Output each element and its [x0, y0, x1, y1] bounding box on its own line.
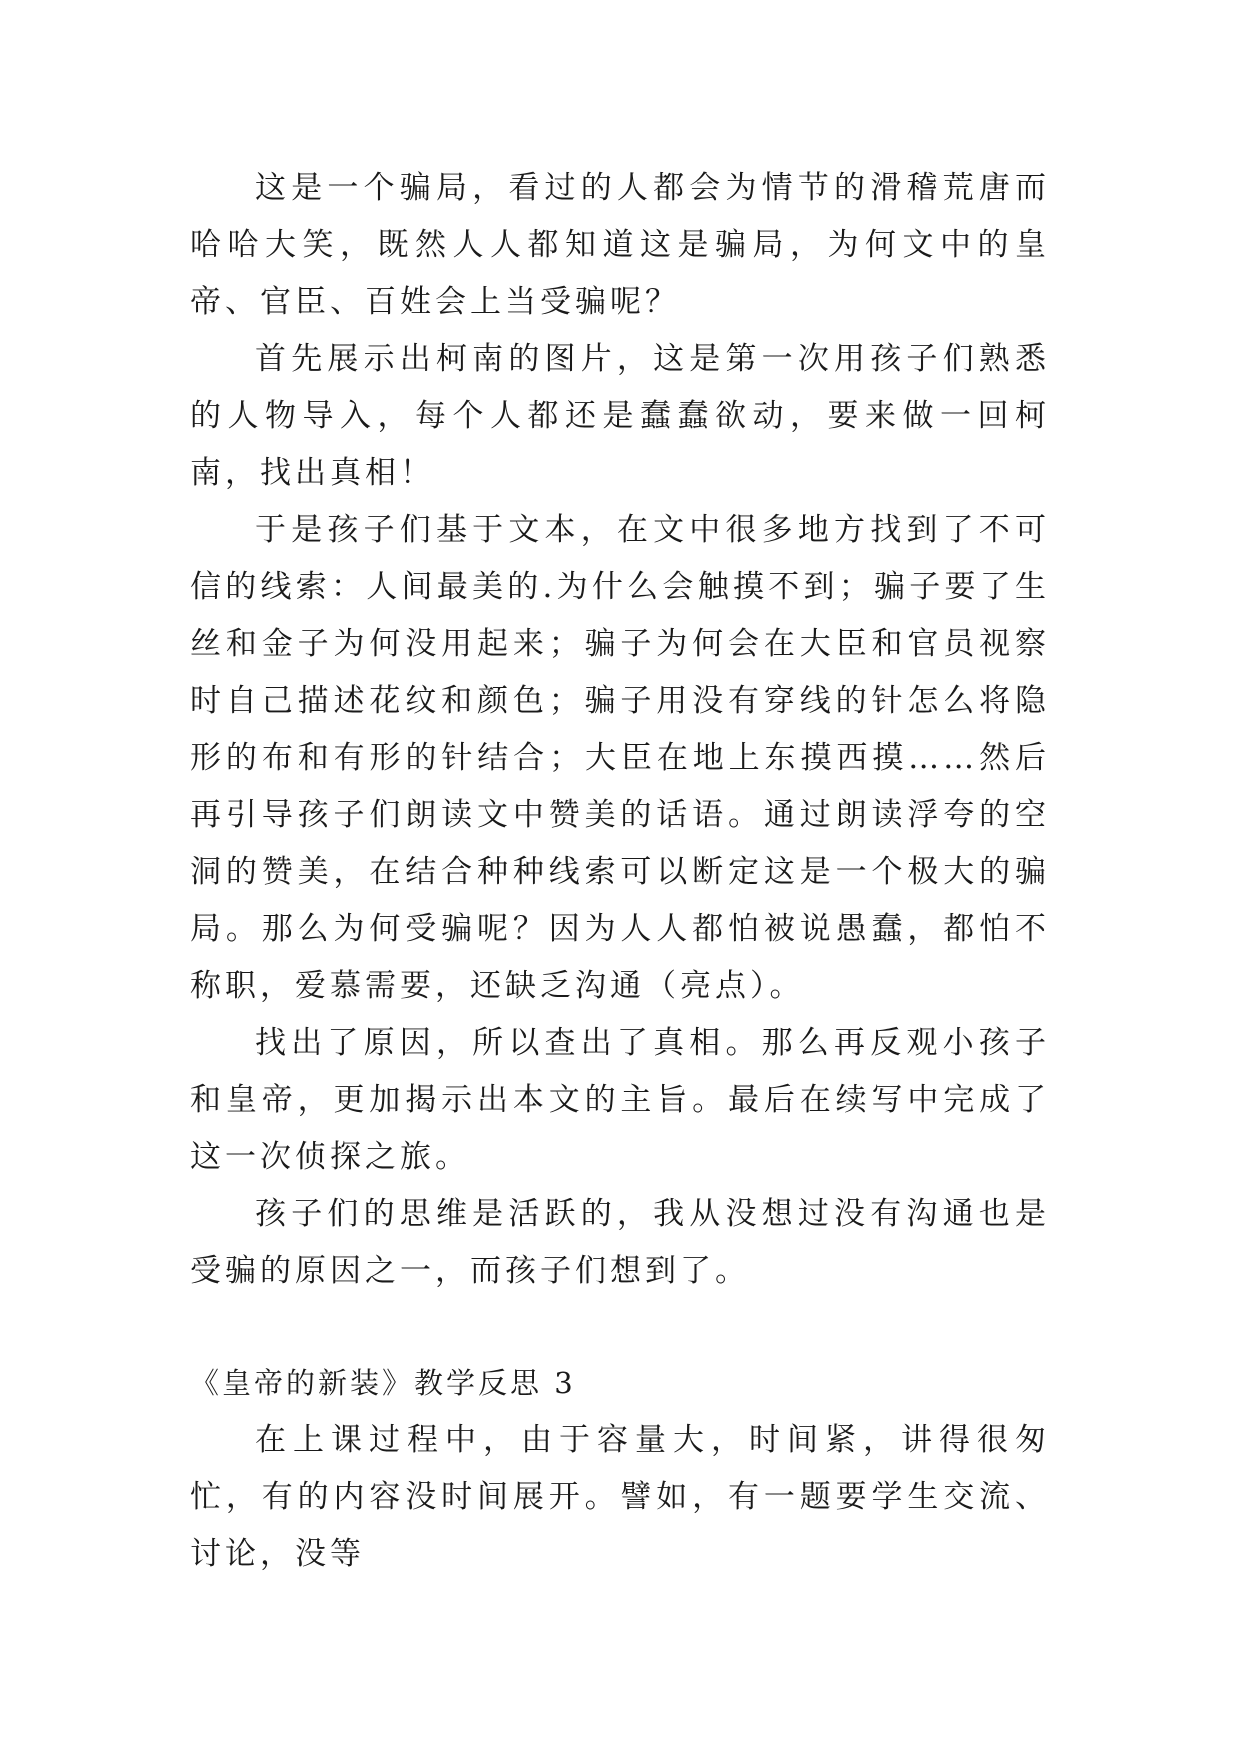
paragraph-conan-intro: 首先展示出柯南的图片，这是第一次用孩子们熟悉的人物导入，每个人都还是蠢蠢欲动，要来做一回柯南，找出真相！: [190, 341, 1050, 491]
paragraph-clues: 于是孩子们基于文本，在文中很多地方找到了不可信的线索：人间最美的.为什么会触摸不到；骗子要了生丝和金子为何没用起来；骗子为何会在大臣和官员视察时自己描述花纹和颜色；骗子用没有穿线的针怎么将隐形的布和有形的针结合；大臣在地上东摸西摸……然后再引导孩子们朗读文中赞美的话语。通过朗读浮夸的空洞的赞美，在结合种种线索可以断定这是一个极大的骗局。那么为何受骗呢？因为人人都怕被说愚蠢，都怕不称职，爱慕需要，还缺乏沟通（亮点）。: [190, 512, 1050, 1004]
paragraph-lesson-time: 在上课过程中，由于容量大，时间紧，讲得很匆忙，有的内容没时间展开。譬如，有一题要学生交流、讨论，没等: [190, 1422, 1050, 1572]
paragraph-reflection: 孩子们的思维是活跃的，我从没想过没有沟通也是受骗的原因之一，而孩子们想到了。: [190, 1196, 1050, 1289]
paragraph-truth: 找出了原因，所以查出了真相。那么再反观小孩子和皇帝，更加揭示出本文的主旨。最后在续写中完成了这一次侦探之旅。: [190, 1025, 1050, 1175]
paragraph-scam-question: 这是一个骗局，看过的人都会为情节的滑稽荒唐而哈哈大笑，既然人人都知道这是骗局，为何文中的皇帝、官臣、百姓会上当受骗呢？: [190, 170, 1050, 320]
document-body: [190, 160, 1050, 1583]
section-heading: 《皇帝的新装》教学反思 3: [190, 1366, 576, 1400]
